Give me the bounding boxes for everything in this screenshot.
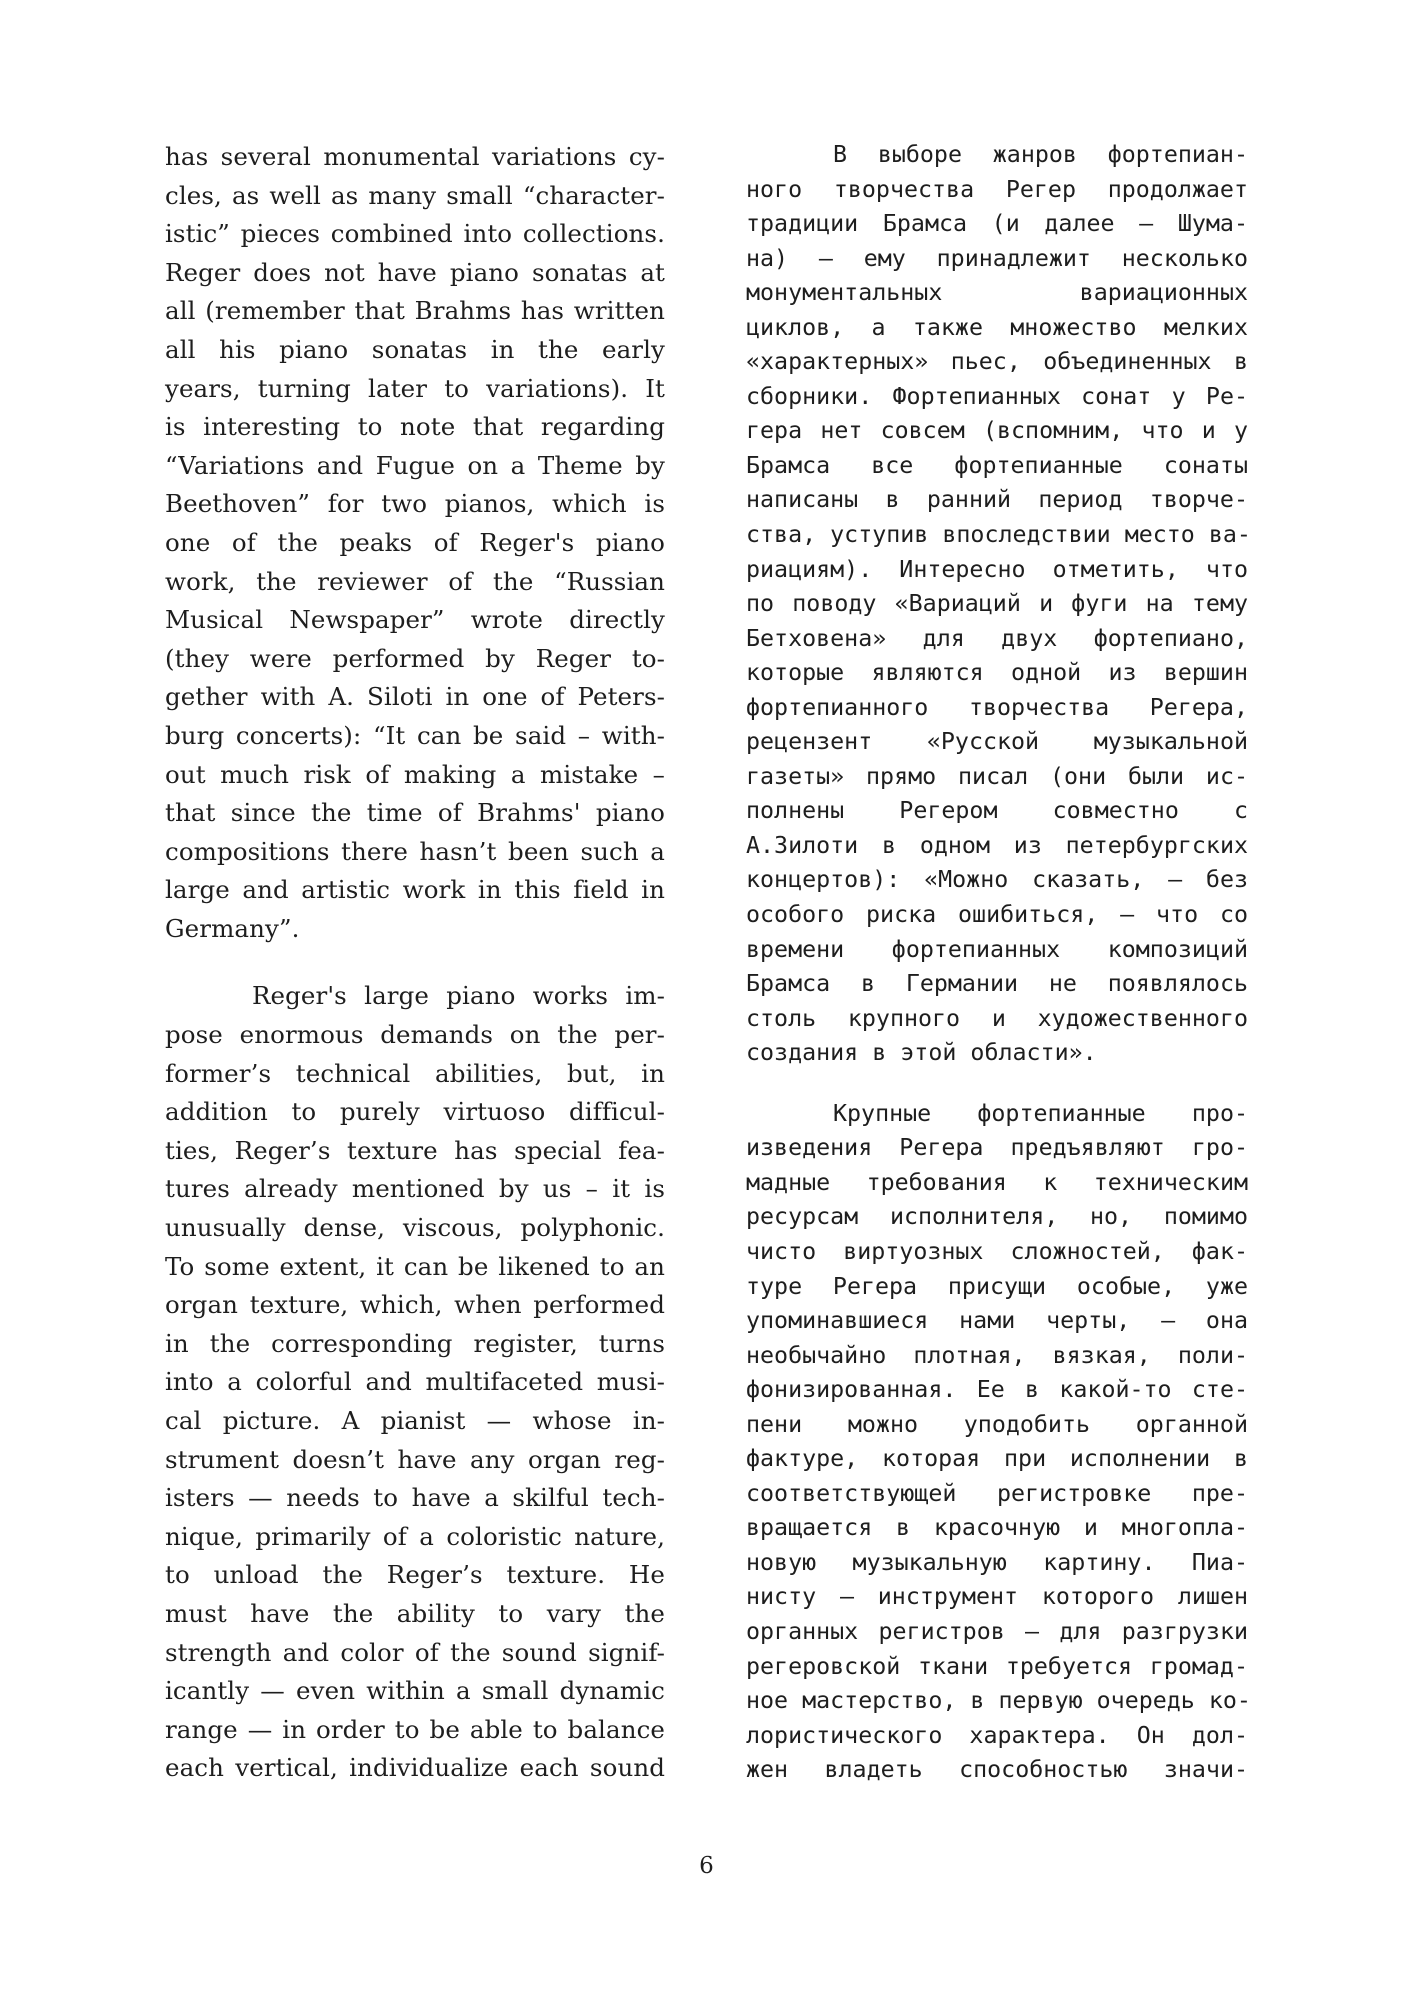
- text-line: органных регистров — для разгрузки: [746, 1617, 1248, 1645]
- russian-column: [746, 138, 1251, 1788]
- text-line: написаны в ранний период творче-: [746, 486, 1248, 514]
- text-line: To some extent, it can be likened to an: [165, 1251, 665, 1281]
- text-line: Бетховена» для двух фортепиано,: [746, 624, 1248, 652]
- text-line: istic” pieces combined into collections.: [165, 219, 665, 249]
- text-line: фактуре, которая при исполнении в: [746, 1445, 1248, 1473]
- text-line: in the corresponding register, turns: [165, 1328, 665, 1358]
- text-line: ного творчества Регер продолжает: [746, 175, 1248, 203]
- text-line: is interesting to note that regarding: [165, 412, 665, 442]
- text-line: регеровской ткани требуется громад-: [746, 1652, 1248, 1680]
- text-line: по поводу «Вариаций и фуги на тему: [746, 590, 1248, 618]
- text-line: столь крупного и художественного: [746, 1004, 1248, 1032]
- text-line: соответствующей регистровке пре-: [746, 1479, 1248, 1507]
- text-line: ties, Reger’s texture has special fea-: [165, 1135, 665, 1165]
- russian-paragraph-2: [746, 1097, 1251, 1788]
- text-line: cles, as well as many small “character-: [165, 180, 665, 210]
- text-line: icantly — even within a small dynamic: [165, 1676, 665, 1706]
- text-line: compositions there hasn’t been such a: [165, 836, 665, 866]
- text-line: work, the reviewer of the “Russian: [165, 566, 665, 596]
- text-line: isters — needs to have a skilful tech-: [165, 1483, 665, 1513]
- text-line: ное мастерство, в первую очередь ко-: [746, 1687, 1251, 1715]
- text-line: (they were performed by Reger to-: [165, 643, 665, 673]
- text-line: А.Зилоти в одном из петербургских: [746, 831, 1248, 859]
- text-line: фортепианного творчества Регера,: [746, 693, 1248, 721]
- text-line: фонизированная. Ее в какой-то сте-: [746, 1376, 1248, 1404]
- text-line: создания в этой области».: [746, 1039, 1097, 1067]
- english-paragraph-1: [165, 138, 665, 948]
- text-line: all his piano sonatas in the early: [165, 334, 665, 364]
- text-line: Брамса в Германии не появлялось: [746, 970, 1248, 998]
- text-line: гера нет совсем (вспомним, что и у: [746, 417, 1248, 445]
- text-line: all (remember that Brahms has written: [165, 296, 665, 326]
- text-line: large and artistic work in this field in: [165, 875, 665, 905]
- text-line: полнены Регером совместно с: [746, 797, 1248, 825]
- text-line: изведения Регера предъявляют гро-: [746, 1134, 1248, 1162]
- page-number: 6: [699, 1853, 714, 1879]
- text-line: strument doesn’t have any organ reg-: [165, 1444, 665, 1474]
- english-column: [165, 138, 665, 1788]
- text-line: Musical Newspaper” wrote directly: [165, 605, 665, 635]
- text-line: one of the peaks of Reger's piano: [165, 527, 665, 557]
- text-line: Reger's large piano works im-: [252, 981, 665, 1011]
- text-line: strength and color of the sound signif-: [165, 1637, 665, 1667]
- russian-paragraph-1: [746, 138, 1251, 1071]
- text-line: pose enormous demands on the per-: [165, 1020, 665, 1050]
- text-line: нисту — инструмент которого лишен: [746, 1583, 1248, 1611]
- text-line: Крупные фортепианные про-: [833, 1099, 1248, 1127]
- text-line: must have the ability to vary the: [165, 1598, 665, 1628]
- text-line: необычайно плотная, вязкая, поли-: [746, 1341, 1248, 1369]
- text-line: unusually dense, viscous, polyphonic.: [165, 1213, 665, 1243]
- text-line: nique, primarily of a coloristic nature,: [165, 1521, 665, 1551]
- text-line: времени фортепианных композиций: [746, 935, 1248, 963]
- text-line: пени можно уподобить органной: [746, 1410, 1248, 1438]
- text-line: years, turning later to variations). It: [165, 373, 665, 403]
- english-paragraph-2: [165, 977, 665, 1787]
- text-line: новую музыкальную картину. Пиа-: [746, 1548, 1248, 1576]
- text-line: organ texture, which, when performed: [165, 1290, 665, 1320]
- text-line: туре Регера присущи особые, уже: [746, 1272, 1248, 1300]
- text-line: that since the time of Brahms' piano: [165, 798, 665, 828]
- text-line: addition to purely virtuoso difficul-: [165, 1097, 665, 1127]
- text-line: Beethoven” for two pianos, which is: [165, 489, 665, 519]
- text-line: gether with A. Siloti in one of Peters-: [165, 682, 665, 712]
- text-line: “Variations and Fugue on a Theme by: [165, 450, 665, 480]
- text-line: особого риска ошибиться, — что со: [746, 901, 1248, 929]
- text-line: each vertical, individualize each sound: [165, 1753, 665, 1783]
- text-line: сборники. Фортепианных сонат у Ре-: [746, 382, 1248, 410]
- text-line: burg concerts): “It can be said – with-: [165, 720, 665, 750]
- text-line: into a colorful and multifaceted musi-: [165, 1367, 665, 1397]
- text-line: упоминавшиеся нами черты, — она: [746, 1307, 1248, 1335]
- text-line: концертов): «Можно сказать, — без: [746, 866, 1248, 894]
- text-line: на) — ему принадлежит несколько: [746, 244, 1248, 272]
- text-line: cal picture. A pianist — whose in-: [165, 1406, 665, 1435]
- text-line: range — in order to be able to balance: [165, 1714, 665, 1744]
- text-line: вращается в красочную и многопла-: [746, 1514, 1248, 1542]
- text-line: tures already mentioned by us – it is: [165, 1174, 665, 1204]
- text-line: to unload the Reger’s texture. He: [165, 1560, 665, 1590]
- text-line: former’s technical abilities, but, in: [165, 1058, 665, 1088]
- text-line: out much risk of making a mistake –: [165, 759, 665, 789]
- text-line: газеты» прямо писал (они были ис-: [746, 762, 1248, 790]
- text-line: В выборе жанров фортепиан-: [833, 141, 1248, 168]
- text-line: «характерных» пьес, объединенных в: [746, 348, 1248, 376]
- text-line: has several monumental variations cy-: [165, 142, 665, 171]
- text-line: мадные требования к техническим: [746, 1168, 1248, 1196]
- text-line: циклов, а также множество мелких: [746, 313, 1248, 341]
- text-line: жен владеть способностью значи-: [746, 1756, 1248, 1784]
- text-line: Брамса все фортепианные сонаты: [746, 451, 1248, 479]
- text-line: Germany”.: [165, 913, 300, 943]
- text-line: традиции Брамса (и далее — Шума-: [746, 210, 1248, 238]
- text-line: монументальных вариационных: [746, 279, 1248, 307]
- text-line: риациям). Интересно отметить, что: [746, 555, 1248, 583]
- text-line: рецензент «Русской музыкальной: [746, 728, 1248, 756]
- text-line: Reger does not have piano sonatas at: [165, 257, 665, 287]
- text-line: ресурсам исполнителя, но, помимо: [746, 1203, 1248, 1231]
- text-line: чисто виртуозных сложностей, фак-: [746, 1237, 1248, 1265]
- text-line: ства, уступив впоследствии место ва-: [746, 521, 1251, 549]
- text-line: лористического характера. Он дол-: [746, 1721, 1248, 1749]
- text-line: которые являются одной из вершин: [746, 659, 1248, 687]
